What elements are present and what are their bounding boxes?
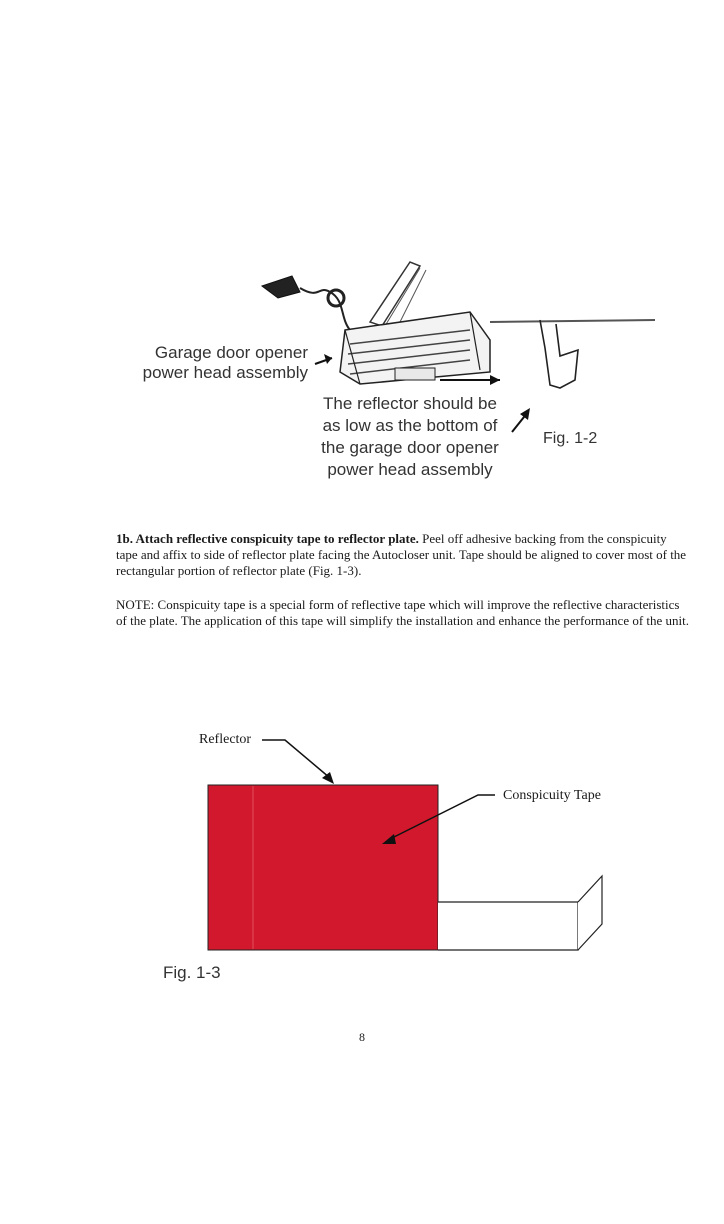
conspicuity-tape-label: Conspicuity Tape [503, 788, 601, 803]
step-text: Peel off adhesive backing from the conspicuity tape and affix to side of reflector plate facing the Autocloser unit. Tape should be aligned to cover most of the rectangular portion of reflector plate (Fig. 1-3). [116, 531, 687, 578]
sensor-unit [262, 276, 300, 298]
note-paragraph: NOTE: Conspicuity tape is a special form of reflective tape which will improve the reflective characteristics of the plate. The application of this tape will simplify the installation and enhance the performance of the unit. [116, 597, 690, 628]
note-line3: the garage door opener [321, 438, 499, 457]
reflector-label: Reflector [199, 732, 252, 747]
opener-label-line2: power head assembly [142, 363, 308, 382]
mounting-bracket [370, 262, 420, 326]
note-line4: power head assembly [327, 460, 493, 479]
note-line1: The reflector should be [323, 394, 497, 413]
reflector-leader [262, 740, 330, 778]
opener-label [100, 343, 308, 383]
page-number: 8 [359, 1030, 365, 1044]
note-line2: as low as the bottom of [322, 416, 498, 435]
figure-1-2-caption: Fig. 1-2 [543, 430, 598, 447]
reflector-plate-diagram [0, 720, 724, 960]
light-lens [395, 368, 435, 380]
conspicuity-tape [208, 785, 438, 950]
reflector-plate-tab [438, 902, 578, 950]
figure-1-3-caption: Fig. 1-3 [163, 963, 221, 982]
step-heading: 1b. Attach reflective conspicuity tape to reflector plate. [116, 531, 419, 546]
reflector-height-note [300, 393, 520, 481]
door-rail [490, 320, 655, 322]
reflector-hanger [540, 320, 578, 388]
opener-label-line1: Garage door opener [154, 343, 308, 362]
step-1b-paragraph [116, 531, 691, 579]
